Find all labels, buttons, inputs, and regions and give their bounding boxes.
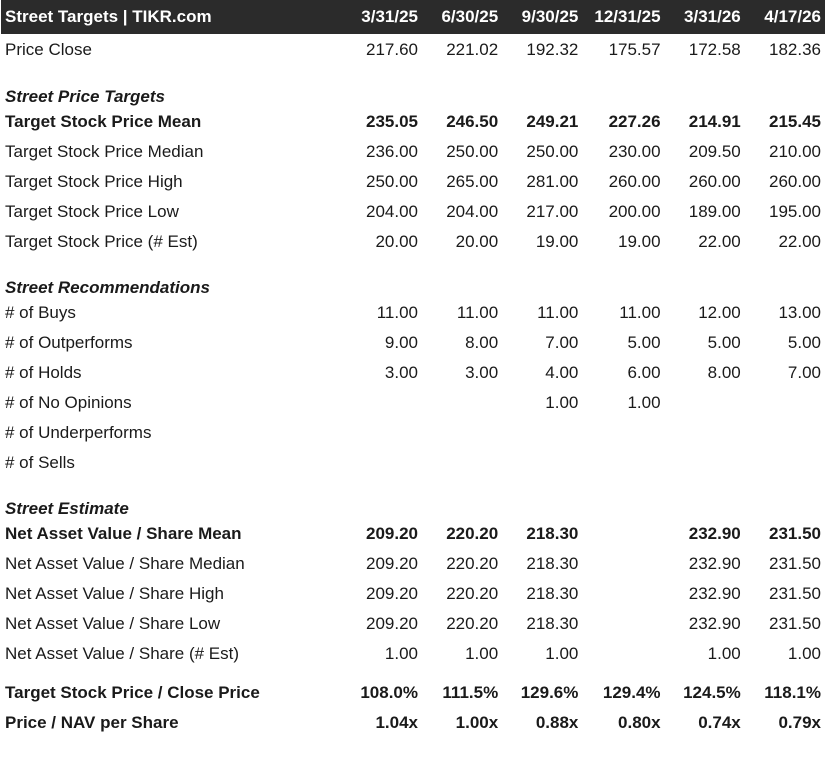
table-row xyxy=(1,639,825,669)
value-cell: 209.20 xyxy=(366,584,418,603)
value-cell: 260.00 xyxy=(688,172,741,191)
value-cell: 265.00 xyxy=(446,172,499,191)
row-label: Net Asset Value / Share Low xyxy=(5,614,221,633)
value-cell: 108.0% xyxy=(360,683,418,702)
value-cell: 182.36 xyxy=(769,40,821,59)
value-cell: 231.50 xyxy=(769,614,821,633)
table-row xyxy=(1,579,825,609)
value-cell: 11.00 xyxy=(456,303,499,322)
value-cell xyxy=(342,388,422,418)
value-cell: 236.00 xyxy=(366,142,418,161)
column-header: 6/30/25 xyxy=(422,0,502,34)
value-cell: 195.00 xyxy=(769,202,821,221)
value-cell: 172.58 xyxy=(688,40,741,59)
column-header: 9/30/25 xyxy=(502,0,582,34)
value-cell: 260.00 xyxy=(769,172,821,191)
value-cell: 5.00 xyxy=(627,333,661,352)
value-cell: 7.00 xyxy=(787,363,821,382)
value-cell xyxy=(582,549,664,579)
row-label: # of Buys xyxy=(5,303,76,322)
value-cell: 22.00 xyxy=(698,232,741,251)
value-cell: 204.00 xyxy=(446,202,499,221)
value-cell: 19.00 xyxy=(535,232,579,251)
table-row xyxy=(1,197,825,227)
value-cell: 8.00 xyxy=(707,363,741,382)
value-cell: 209.20 xyxy=(366,554,418,573)
value-cell xyxy=(422,448,502,478)
value-cell: 235.05 xyxy=(366,112,418,131)
value-cell: 215.45 xyxy=(769,112,821,131)
row-label: Target Stock Price Low xyxy=(5,202,179,221)
value-cell: 232.90 xyxy=(688,584,741,603)
value-cell: 220.20 xyxy=(446,584,499,603)
value-cell: 129.4% xyxy=(602,683,661,702)
row-label: Target Stock Price (# Est) xyxy=(5,232,198,251)
table-row xyxy=(1,34,825,66)
value-cell: 250.00 xyxy=(366,172,418,191)
table-title: Street Targets | TIKR.com xyxy=(1,0,342,34)
value-cell: 1.00x xyxy=(455,713,499,732)
value-cell: 9.00 xyxy=(384,333,418,352)
value-cell xyxy=(502,448,582,478)
value-cell: 175.57 xyxy=(608,40,661,59)
value-cell: 3.00 xyxy=(384,363,418,382)
value-cell: 1.00 xyxy=(545,393,579,412)
row-label: # of Sells xyxy=(5,453,75,472)
value-cell: 249.21 xyxy=(526,112,579,131)
value-cell: 22.00 xyxy=(778,232,821,251)
column-header: 3/31/25 xyxy=(342,0,422,34)
value-cell xyxy=(582,579,664,609)
table-row xyxy=(1,298,825,328)
value-cell xyxy=(582,609,664,639)
table-row xyxy=(1,358,825,388)
value-cell: 221.02 xyxy=(446,40,499,59)
table-row xyxy=(1,609,825,639)
section-header xyxy=(1,66,825,107)
value-cell xyxy=(665,418,745,448)
value-cell: 1.00 xyxy=(545,644,579,663)
row-label: # of Holds xyxy=(5,363,82,382)
value-cell: 0.80x xyxy=(618,713,661,732)
row-label: # of Outperforms xyxy=(5,333,133,352)
row-label: # of Underperforms xyxy=(5,423,152,442)
value-cell: 5.00 xyxy=(707,333,741,352)
row-label: Price / NAV per Share xyxy=(5,713,179,732)
header-row xyxy=(1,0,825,34)
value-cell: 111.5% xyxy=(442,683,499,702)
column-header: 3/31/26 xyxy=(665,0,745,34)
row-label: Target Stock Price High xyxy=(5,172,183,191)
street-targets-table xyxy=(1,0,825,738)
value-cell: 218.30 xyxy=(526,584,579,603)
table-row xyxy=(1,708,825,738)
value-cell xyxy=(582,418,664,448)
value-cell: 204.00 xyxy=(366,202,418,221)
value-cell: 210.00 xyxy=(769,142,821,161)
table-row xyxy=(1,549,825,579)
value-cell: 7.00 xyxy=(545,333,579,352)
value-cell: 231.50 xyxy=(769,524,821,543)
value-cell: 232.90 xyxy=(688,614,741,633)
value-cell: 260.00 xyxy=(608,172,661,191)
table-row xyxy=(1,519,825,549)
row-label: Price Close xyxy=(5,40,92,59)
table-row xyxy=(1,678,825,708)
value-cell: 1.00 xyxy=(707,644,741,663)
value-cell: 1.00 xyxy=(384,644,418,663)
value-cell: 209.20 xyxy=(366,524,418,543)
value-cell: 4.00 xyxy=(545,363,579,382)
value-cell: 11.00 xyxy=(619,303,661,322)
row-label: Net Asset Value / Share Median xyxy=(5,554,245,573)
value-cell xyxy=(582,519,664,549)
table-row xyxy=(1,107,825,137)
value-cell: 218.30 xyxy=(526,614,579,633)
value-cell: 217.00 xyxy=(526,202,579,221)
value-cell: 20.00 xyxy=(375,232,418,251)
value-cell xyxy=(582,448,664,478)
value-cell xyxy=(745,388,825,418)
value-cell xyxy=(745,418,825,448)
spacer-row xyxy=(1,669,825,678)
value-cell: 5.00 xyxy=(787,333,821,352)
value-cell xyxy=(342,448,422,478)
row-label: Target Stock Price Median xyxy=(5,142,204,161)
value-cell: 124.5% xyxy=(683,683,741,702)
value-cell: 214.91 xyxy=(688,112,741,131)
value-cell: 129.6% xyxy=(520,683,579,702)
section-header xyxy=(1,478,825,519)
value-cell xyxy=(422,418,502,448)
value-cell xyxy=(665,448,745,478)
column-header: 12/31/25 xyxy=(582,0,664,34)
row-label: Street Price Targets xyxy=(5,87,165,106)
table-row xyxy=(1,137,825,167)
value-cell: 0.74x xyxy=(698,713,741,732)
value-cell: 220.20 xyxy=(446,554,499,573)
value-cell xyxy=(502,418,582,448)
value-cell: 1.00 xyxy=(627,393,661,412)
value-cell: 8.00 xyxy=(465,333,499,352)
value-cell: 118.1% xyxy=(764,683,821,702)
value-cell: 220.20 xyxy=(446,524,499,543)
table-row xyxy=(1,328,825,358)
value-cell: 20.00 xyxy=(455,232,499,251)
value-cell: 232.90 xyxy=(688,524,741,543)
table-row xyxy=(1,418,825,448)
value-cell: 3.00 xyxy=(465,363,499,382)
value-cell: 13.00 xyxy=(778,303,821,322)
value-cell: 200.00 xyxy=(608,202,661,221)
table-row xyxy=(1,448,825,478)
table-row xyxy=(1,227,825,257)
value-cell: 250.00 xyxy=(526,142,579,161)
value-cell: 220.20 xyxy=(446,614,499,633)
row-label: Street Estimate xyxy=(5,499,129,518)
value-cell: 209.50 xyxy=(688,142,741,161)
row-label: Net Asset Value / Share Mean xyxy=(5,524,242,543)
value-cell: 11.00 xyxy=(376,303,418,322)
value-cell: 11.00 xyxy=(537,303,579,322)
value-cell: 232.90 xyxy=(688,554,741,573)
value-cell xyxy=(582,639,664,669)
spacer-cell xyxy=(1,669,825,678)
value-cell: 231.50 xyxy=(769,554,821,573)
value-cell: 189.00 xyxy=(688,202,741,221)
value-cell: 6.00 xyxy=(627,363,661,382)
section-header xyxy=(1,257,825,298)
value-cell: 192.32 xyxy=(526,40,579,59)
row-label: Target Stock Price / Close Price xyxy=(5,683,260,702)
row-label: # of No Opinions xyxy=(5,393,132,412)
value-cell: 281.00 xyxy=(526,172,579,191)
value-cell: 246.50 xyxy=(446,112,499,131)
column-header: 4/17/26 xyxy=(745,0,825,34)
value-cell: 0.79x xyxy=(778,713,821,732)
value-cell: 1.04x xyxy=(375,713,418,732)
value-cell: 1.00 xyxy=(465,644,499,663)
table-row xyxy=(1,167,825,197)
row-label: Street Recommendations xyxy=(5,278,210,297)
value-cell: 209.20 xyxy=(366,614,418,633)
row-label: Target Stock Price Mean xyxy=(5,112,202,131)
table-row xyxy=(1,388,825,418)
value-cell: 218.30 xyxy=(526,524,579,543)
value-cell: 19.00 xyxy=(618,232,661,251)
value-cell: 230.00 xyxy=(608,142,661,161)
value-cell: 12.00 xyxy=(698,303,741,322)
value-cell: 218.30 xyxy=(526,554,579,573)
value-cell: 0.88x xyxy=(535,713,579,732)
row-label: Net Asset Value / Share (# Est) xyxy=(5,644,240,663)
value-cell: 231.50 xyxy=(769,584,821,603)
value-cell xyxy=(342,418,422,448)
value-cell xyxy=(745,448,825,478)
value-cell xyxy=(665,388,745,418)
row-label: Net Asset Value / Share High xyxy=(5,584,224,603)
value-cell: 250.00 xyxy=(446,142,499,161)
value-cell: 1.00 xyxy=(787,644,821,663)
value-cell xyxy=(422,388,502,418)
value-cell: 217.60 xyxy=(366,40,418,59)
value-cell: 227.26 xyxy=(608,112,661,131)
